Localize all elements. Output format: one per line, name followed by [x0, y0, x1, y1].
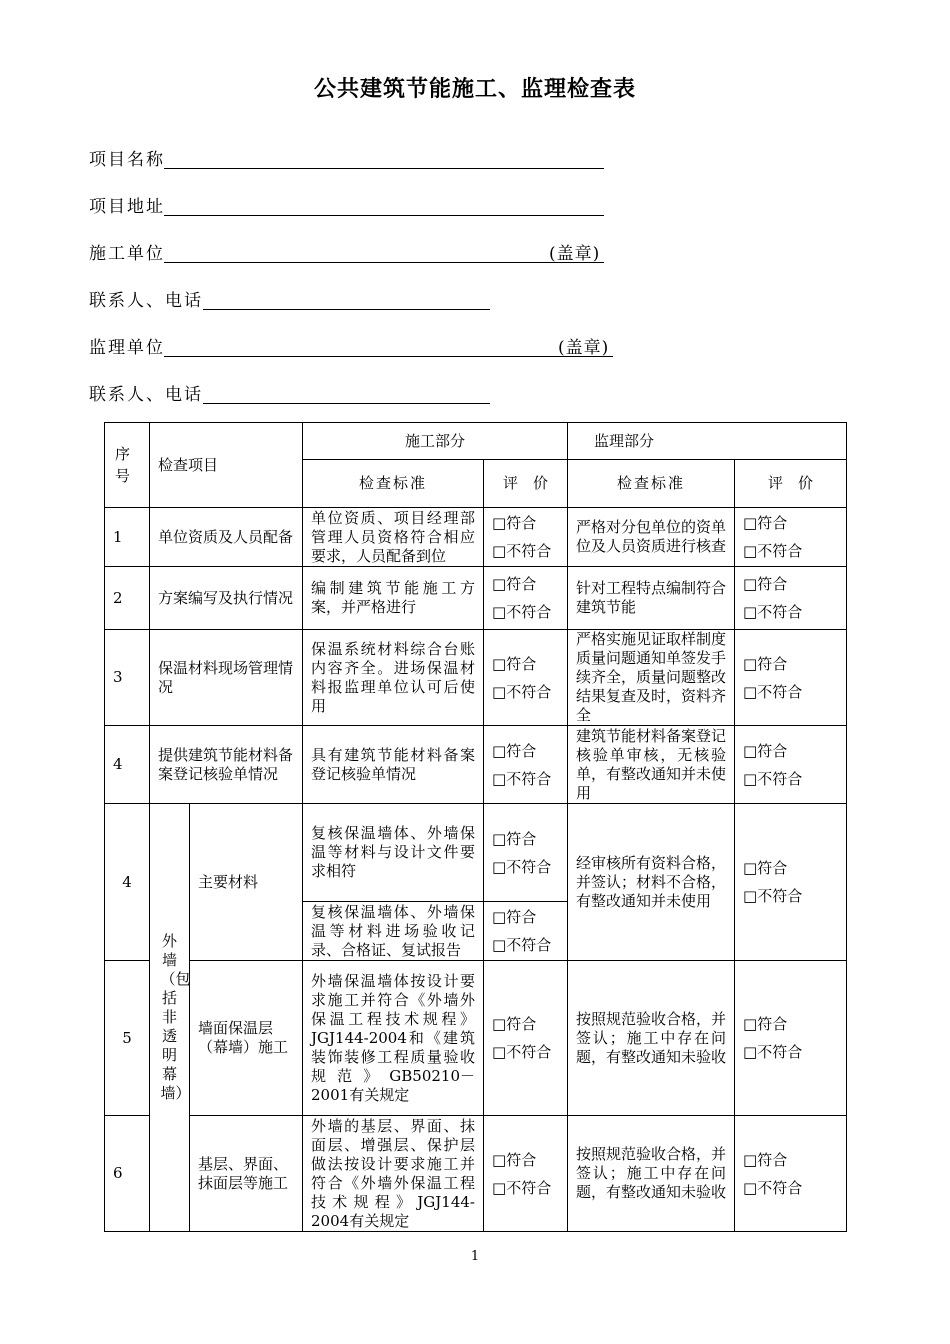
construction-standard: 编制建筑节能施工方案，并严格进行: [303, 567, 484, 630]
project-address-field[interactable]: [89, 192, 609, 218]
fail-checkbox[interactable]: □不符合: [492, 1178, 552, 1197]
supervision-contact-label: 联系人、电话: [89, 385, 203, 405]
row-item: 单位资质及人员配备: [150, 508, 303, 567]
row-item: 方案编写及执行情况: [150, 567, 303, 630]
header-construction: 施工部分: [303, 423, 568, 460]
fail-checkbox[interactable]: □不符合: [492, 682, 552, 701]
pass-checkbox[interactable]: □符合: [743, 575, 788, 593]
table-row: [105, 726, 847, 804]
construction-standard: 外墙保温墙体按设计要求施工并符合《外墙外保温工程技术规程》JGJ144-2004和《建筑装饰装修工程质量验收规范》GB50210－2001有关规定: [303, 961, 484, 1116]
fail-checkbox[interactable]: □不符合: [492, 857, 552, 876]
row-seq: 4: [105, 804, 150, 961]
table-row: [105, 1116, 847, 1232]
pass-checkbox[interactable]: □符合: [743, 859, 788, 877]
pass-checkbox[interactable]: □符合: [492, 514, 537, 532]
fail-checkbox[interactable]: □不符合: [743, 887, 803, 905]
supervision-evaluation: [735, 804, 847, 961]
pass-checkbox[interactable]: □符合: [743, 741, 788, 760]
construction-standard: 单位资质、项目经理部管理人员资格符合相应要求，人员配备到位: [303, 508, 484, 567]
header-evaluation-2: 评 价: [735, 460, 847, 508]
row-item: 保温材料现场管理情况: [150, 630, 303, 726]
supervision-seal: (盖章): [558, 338, 610, 358]
row-item: 墙面保温层（幕墙）施工: [190, 961, 303, 1116]
fail-checkbox[interactable]: □不符合: [492, 936, 552, 954]
fail-checkbox[interactable]: □不符合: [743, 769, 803, 788]
fail-checkbox[interactable]: □不符合: [492, 769, 552, 788]
construction-standard: 外墙的基层、界面、抹面层、增强层、保护层做法按设计要求施工并符合《外墙外保温工程技术规程》JGJ144-2004有关规定: [303, 1116, 484, 1232]
supervision-standard: 建筑节能材料备案登记核验单审核，无核验单，有整改通知并未使用: [568, 726, 735, 804]
construction-evaluation: [484, 1116, 568, 1232]
header-item: 检查项目: [150, 423, 303, 508]
project-address-label: 项目地址: [89, 197, 165, 217]
header-supervision: 监理部分: [568, 423, 847, 460]
table-row: [105, 630, 847, 726]
construction-standard: 保温系统材料综合台账内容齐全。进场保温材料报监理单位认可后使用: [303, 630, 484, 726]
header-seq: 序号: [105, 423, 150, 508]
pass-checkbox[interactable]: □符合: [743, 1015, 788, 1033]
row-seq: 5: [105, 961, 150, 1116]
supervision-contact-line[interactable]: [203, 403, 490, 404]
supervision-unit-label: 监理单位: [89, 338, 165, 358]
table-row: [105, 567, 847, 630]
header-evaluation: 评 价: [484, 460, 568, 508]
wall-group-text: 外墙（包括非透明幕墙）: [160, 932, 191, 1102]
supervision-evaluation: [735, 567, 847, 630]
supervision-unit-line[interactable]: [164, 356, 613, 357]
construction-evaluation: [484, 567, 568, 630]
row-item: 提供建筑节能材料备案登记核验单情况: [150, 726, 303, 804]
pass-checkbox[interactable]: □符合: [743, 654, 788, 673]
construction-evaluation: [484, 726, 568, 804]
pass-checkbox[interactable]: □符合: [743, 514, 788, 532]
supervision-contact-field[interactable]: [89, 380, 509, 406]
supervision-standard: 按照规范验收合格，并签认；施工中存在问题，有整改通知未验收: [568, 961, 735, 1116]
fail-checkbox[interactable]: □不符合: [743, 1043, 803, 1061]
table-row: [105, 961, 847, 1116]
construction-standard: 复核保温墙体、外墙保温等材料与设计文件要求相符: [303, 804, 484, 902]
construction-contact-line[interactable]: [203, 309, 490, 310]
pass-checkbox[interactable]: □符合: [492, 654, 537, 673]
pass-checkbox[interactable]: □符合: [492, 829, 537, 848]
fail-checkbox[interactable]: □不符合: [743, 682, 803, 701]
pass-checkbox[interactable]: □符合: [492, 1015, 537, 1033]
construction-evaluation: [484, 630, 568, 726]
project-address-line[interactable]: [164, 215, 604, 216]
supervision-evaluation: [735, 630, 847, 726]
pass-checkbox[interactable]: □符合: [492, 908, 537, 926]
row-item: 主要材料: [190, 804, 303, 961]
construction-evaluation: [484, 961, 568, 1116]
row-seq: 4: [105, 726, 150, 804]
fail-checkbox[interactable]: □不符合: [743, 542, 803, 560]
inspection-table: [104, 422, 847, 1232]
header-standard-2: 检查标准: [568, 460, 735, 508]
fail-checkbox[interactable]: □不符合: [492, 1043, 552, 1061]
construction-evaluation: [484, 804, 568, 902]
pass-checkbox[interactable]: □符合: [492, 575, 537, 593]
page-title: 公共建筑节能施工、监理检查表: [313, 77, 636, 102]
pass-checkbox[interactable]: □符合: [492, 741, 537, 760]
pass-checkbox[interactable]: □符合: [743, 1150, 788, 1169]
header-row-1: [105, 423, 847, 460]
row-item: 基层、界面、抹面层等施工: [190, 1116, 303, 1232]
supervision-standard: 按照规范验收合格，并签认；施工中存在问题，有整改通知未验收: [568, 1116, 735, 1232]
construction-standard: 具有建筑节能材料备案登记核验单情况: [303, 726, 484, 804]
row-seq: 6: [105, 1116, 150, 1232]
construction-contact-field[interactable]: [89, 286, 509, 312]
fail-checkbox[interactable]: □不符合: [492, 603, 552, 621]
supervision-unit-field[interactable]: [89, 333, 619, 359]
fail-checkbox[interactable]: □不符合: [492, 542, 552, 560]
supervision-evaluation: [735, 961, 847, 1116]
row-seq: 2: [105, 567, 150, 630]
supervision-standard: 严格实施见证取样制度质量问题通知单签发手续齐全，质量问题整改结果复查及时，资料齐全: [568, 630, 735, 726]
table-row: [105, 508, 847, 567]
project-name-label: 项目名称: [89, 150, 165, 170]
supervision-evaluation: [735, 726, 847, 804]
page-number: 1: [470, 1249, 480, 1264]
construction-contact-label: 联系人、电话: [89, 291, 203, 311]
supervision-standard: 经审核所有资料合格，并签认；材料不合格，有整改通知并未使用: [568, 804, 735, 961]
project-name-line[interactable]: [164, 168, 604, 169]
project-name-field[interactable]: [89, 145, 609, 171]
row-seq: 3: [105, 630, 150, 726]
construction-standard: 复核保温墙体、外墙保温等材料进场验收记录、合格证、复试报告: [303, 902, 484, 961]
construction-unit-field[interactable]: [89, 239, 609, 265]
construction-unit-label: 施工单位: [89, 244, 165, 264]
construction-evaluation: [484, 902, 568, 961]
supervision-standard: 针对工程特点编制符合建筑节能: [568, 567, 735, 630]
construction-unit-line[interactable]: [164, 262, 604, 263]
construction-evaluation: [484, 508, 568, 567]
header-standard: 检查标准: [303, 460, 484, 508]
row-seq: 1: [105, 508, 150, 567]
supervision-evaluation: [735, 508, 847, 567]
construction-seal: (盖章): [549, 244, 601, 264]
supervision-standard: 严格对分包单位的资单位及人员资质进行核查: [568, 508, 735, 567]
table-row: [105, 804, 847, 902]
fail-checkbox[interactable]: □不符合: [743, 1178, 803, 1197]
wall-group-label: [150, 804, 190, 1232]
supervision-evaluation: [735, 1116, 847, 1232]
fail-checkbox[interactable]: □不符合: [743, 603, 803, 621]
pass-checkbox[interactable]: □符合: [492, 1150, 537, 1169]
